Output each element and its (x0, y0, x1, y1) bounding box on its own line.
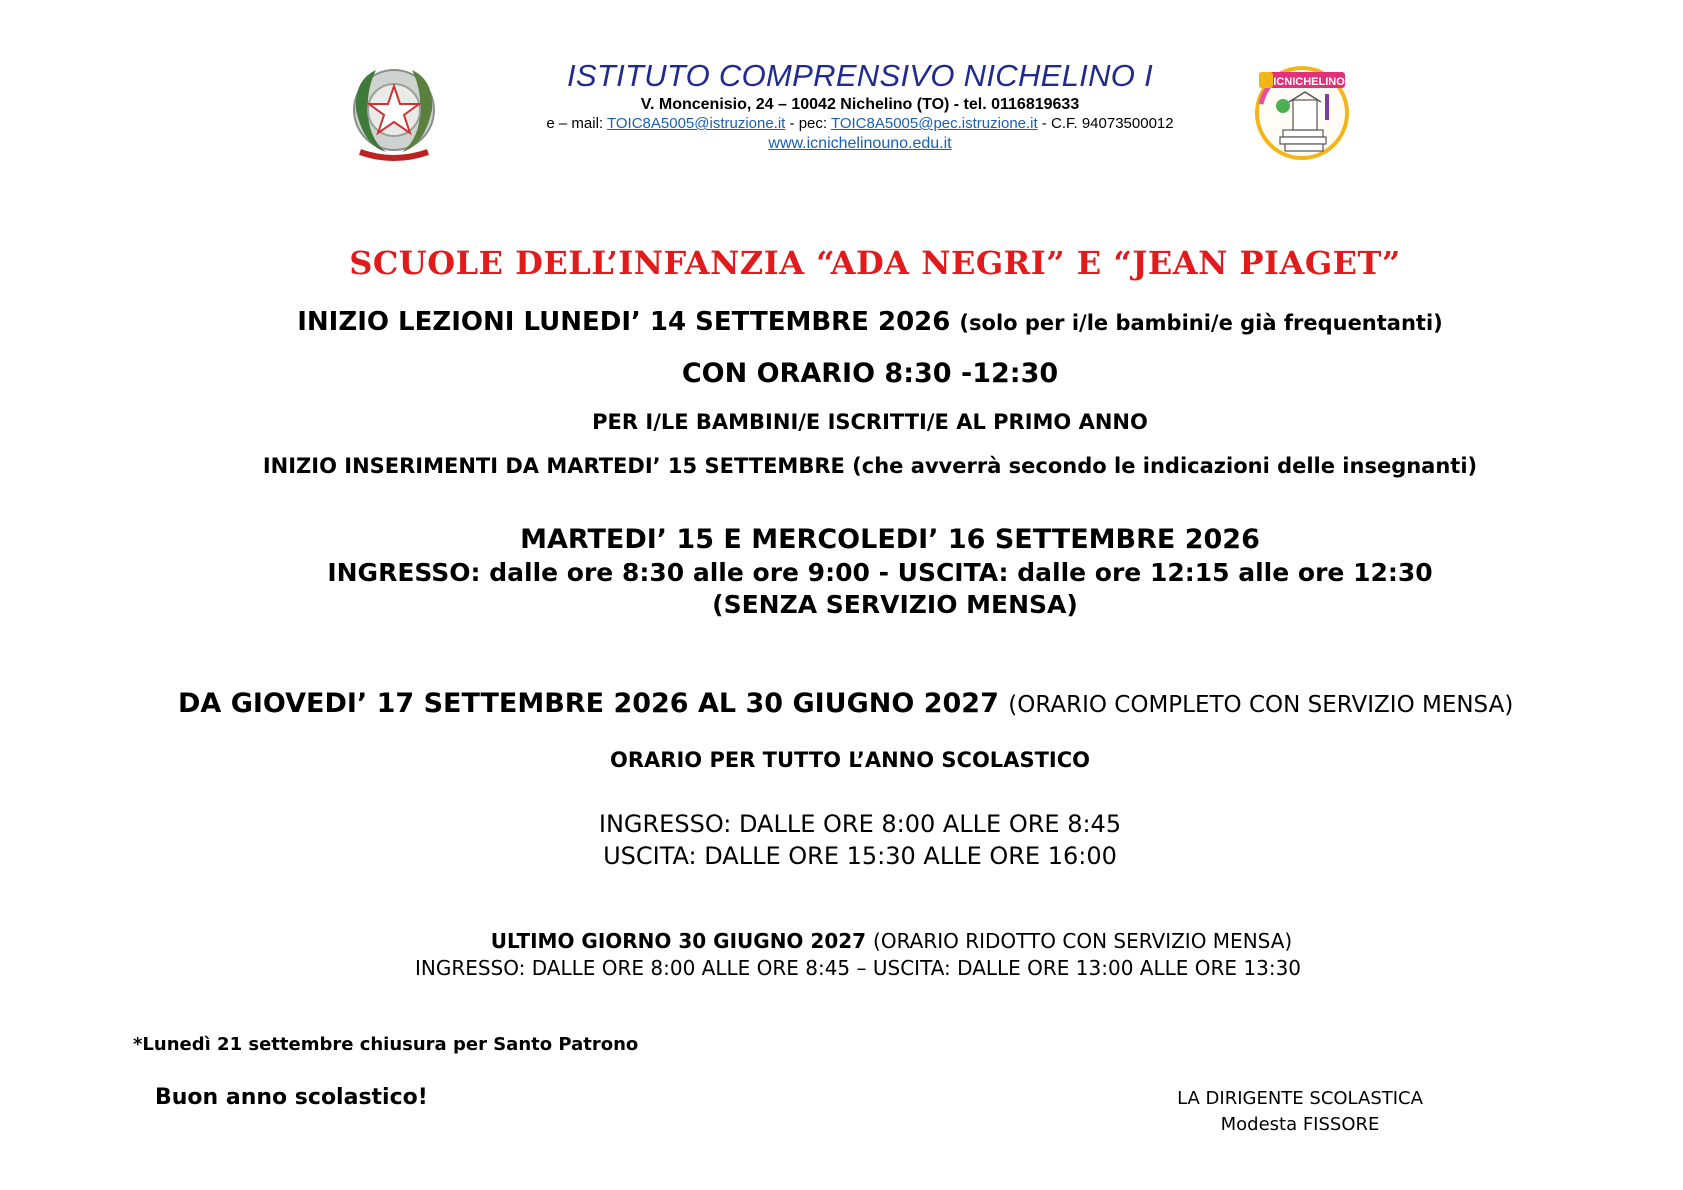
first-year-insertion: INIZIO INSERIMENTI DA MARTEDI’ 15 SETTEMBRE (che avverrà secondo le indicazioni delle insegnanti) (262, 454, 1478, 478)
start-lessons-note: (solo per i/le bambini/e già frequentanti) (959, 311, 1443, 335)
first-days-note: (SENZA SERVIZIO MENSA) (712, 590, 1078, 619)
full-period-note: (ORARIO COMPLETO CON SERVIZIO MENSA) (1008, 692, 1514, 718)
last-day-note: (ORARIO RIDOTTO CON SERVIZIO MENSA) (873, 929, 1293, 953)
website-line (0, 135, 1683, 153)
full-period-line (178, 688, 1513, 719)
website-link[interactable]: www.icnichelinouno.edu.it (768, 135, 952, 152)
signature-role: LA DIRIGENTE SCOLASTICA (1177, 1088, 1423, 1109)
full-period-main: DA GIOVEDI’ 17 SETTEMBRE 2026 AL 30 GIUGNO 2027 (178, 688, 1009, 719)
greeting: Buon anno scolastico! (155, 1085, 428, 1110)
page-title: SCUOLE DELL’INFANZIA “ADA NEGRI” E “JEAN PIAGET” (349, 244, 1401, 282)
last-day-line (0, 929, 1683, 953)
year-schedule-heading: ORARIO PER TUTTO L’ANNO SCOLASTICO (610, 748, 1090, 772)
last-day-times: INGRESSO: DALLE ORE 8:00 ALLE ORE 8:45 – USCITA: DALLE ORE 13:00 ALLE ORE 13:30 (414, 956, 1302, 980)
logo-text: ICNICHELINO (1273, 76, 1345, 88)
first-year-heading: PER I/LE BAMBINI/E ISCRITTI/E AL PRIMO ANNO (592, 410, 1148, 434)
email-label: e – mail: (546, 115, 607, 132)
first-days-times: INGRESSO: dalle ore 8:30 alle ore 9:00 - USCITA: dalle ore 12:15 alle ore 12:30 (327, 558, 1433, 587)
start-lessons-main: INIZIO LEZIONI LUNEDI’ 14 SETTEMBRE 2026 (297, 307, 960, 337)
email-link[interactable]: TOIC8A5005@istruzione.it (606, 115, 786, 132)
institute-name: ISTITUTO COMPRENSIVO NICHELINO I (566, 58, 1154, 93)
last-day-main: ULTIMO GIORNO 30 GIUGNO 2027 (490, 929, 874, 953)
year-schedule-entry: INGRESSO: DALLE ORE 8:00 ALLE ORE 8:45 (598, 810, 1122, 838)
pec-label: - pec: (785, 115, 831, 132)
fiscal-code: - C.F. 94073500012 (1037, 115, 1174, 132)
start-hours: CON ORARIO 8:30 -12:30 (681, 358, 1059, 389)
signature-name: Modesta FISSORE (1220, 1114, 1380, 1135)
institute-address: V. Moncenisio, 24 – 10042 Nichelino (TO) - tel. 0116819633 (640, 96, 1080, 113)
start-lessons-line (0, 307, 1683, 337)
footnote: *Lunedì 21 settembre chiusura per Santo Patrono (133, 1034, 639, 1055)
pec-link[interactable]: TOIC8A5005@pec.istruzione.it (830, 115, 1038, 132)
contact-line (0, 115, 1683, 132)
first-days-dates: MARTEDI’ 15 E MERCOLEDI’ 16 SETTEMBRE 2026 (520, 524, 1260, 555)
year-schedule-exit: USCITA: DALLE ORE 15:30 ALLE ORE 16:00 (603, 842, 1117, 870)
